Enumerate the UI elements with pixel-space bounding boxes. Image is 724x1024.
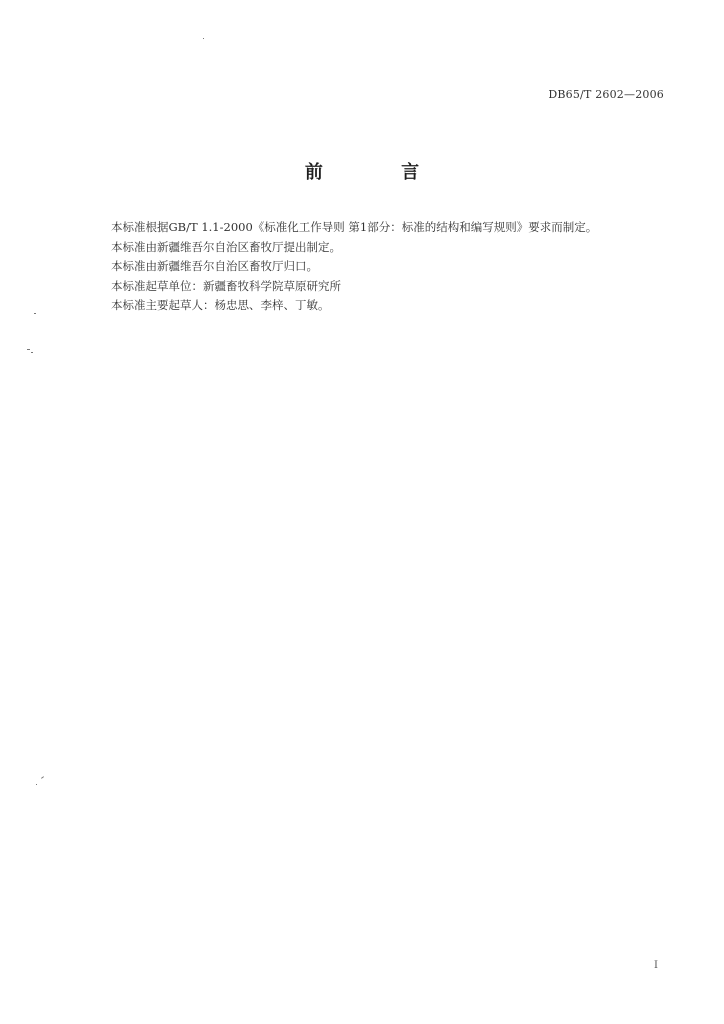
foreword-line: 本标准由新疆维吾尔自治区畜牧厅归口。 [111,259,318,273]
scan-speck [41,776,44,779]
scan-speck [36,784,37,785]
foreword-body [111,218,671,316]
scan-speck [31,352,33,353]
foreword-line: 本标准起草单位：新疆畜牧科学院草原研究所 [111,278,341,293]
foreword-line: 本标准主要起草人：杨忠思、李梓、丁敏。 [111,298,330,312]
standard-code: DB65/T 2602—2006 [548,88,664,101]
scan-speck [203,38,204,39]
foreword-line: 本标准根据GB/T 1.1-2000《标准化工作导则 第1部分：标准的结构和编写规则》要求而制定。 [111,220,598,234]
foreword-line: 本标准由新疆维吾尔自治区畜牧厅提出制定。 [111,239,341,254]
page-number: I [654,960,658,971]
scan-speck [34,313,36,314]
scan-speck [27,349,30,350]
page-title: 前 言 [304,162,456,183]
